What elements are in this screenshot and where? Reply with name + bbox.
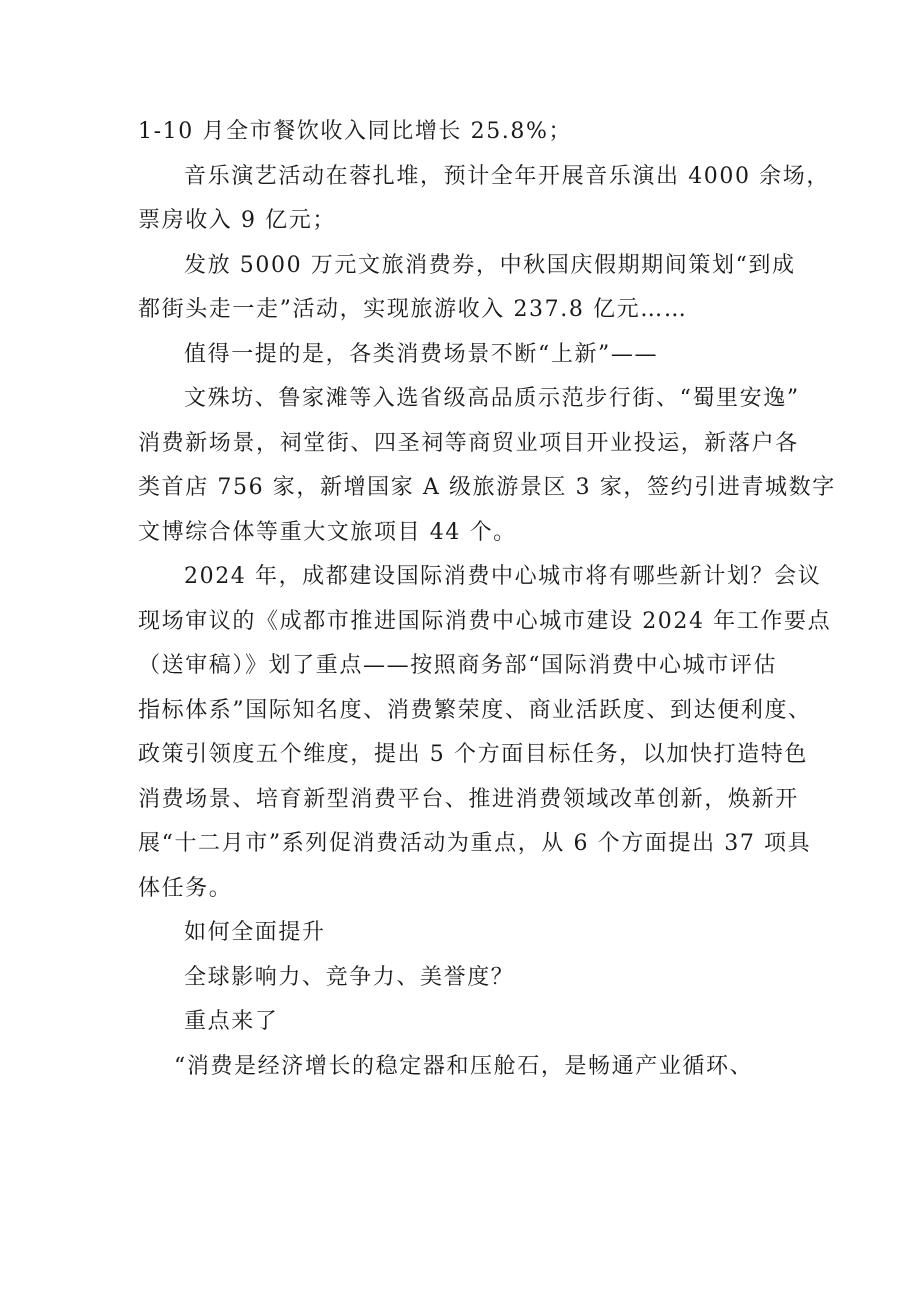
paragraph-new-scenes-detail: [138, 377, 836, 555]
text-line: （送审稿）》划了重点——按照商务部“国际消费中心城市评估: [138, 653, 778, 678]
heading-global-influence: [138, 956, 818, 1001]
text-line: 1-10 月全市餐饮收入同比增长 25.8%；: [138, 119, 573, 144]
text-line: 体任务。: [138, 875, 233, 901]
text-line: 值得一提的是，各类消费场景不断“上新”——: [184, 341, 659, 367]
text-line: 票房收入 9 亿元；: [138, 208, 336, 233]
text-line: 消费新场景，祠堂街、四圣祠等商贸业项目开业投运，新落户各: [138, 430, 799, 456]
text-line: 文殊坊、鲁家滩等入选省级高品质示范步行街、“蜀里安逸”: [184, 386, 800, 411]
text-line: 音乐演艺活动在蓉扎堆，预计全年开展音乐演出 4000 余场，: [184, 163, 830, 189]
paragraph-new-scenes-intro: [138, 333, 818, 378]
text-line: 2024 年，成都建设国际消费中心城市将有哪些新计划？会议: [184, 564, 822, 589]
text-line: 政策引领度五个维度，提出 5 个方面目标任务，以加快打造特色: [138, 742, 808, 767]
text-line: 展“十二月市”系列促消费活动为重点，从 6 个方面提出 37 项具: [138, 831, 812, 856]
paragraph-catering-revenue: [138, 110, 818, 155]
paragraph-consumption-quote: [138, 1045, 818, 1090]
text-line: 发放 5000 万元文旅消费券，中秋国庆假期期间策划“到成: [184, 252, 796, 278]
paragraph-tourism-vouchers: [138, 244, 818, 333]
text-line: 都街头走一走”活动，实现旅游收入 237.8 亿元……: [138, 297, 688, 322]
text-line: 消费场景、培育新型消费平台、推进消费领域改革创新，焕新开: [138, 786, 799, 812]
paragraph-2024-plan: [138, 555, 832, 911]
text-line: 指标体系”国际知名度、消费繁荣度、商业活跃度、到达便利度、: [138, 697, 812, 723]
heading-how-to-improve: [138, 911, 818, 956]
document-body: [138, 110, 836, 1089]
paragraph-music-performances: [138, 155, 830, 244]
text-line: 现场审议的《成都市推进国际消费中心城市建设 2024 年工作要点: [138, 608, 832, 634]
text-line: 文博综合体等重大文旅项目 44 个。: [138, 519, 517, 545]
text-line: 如何全面提升: [184, 920, 326, 945]
text-line: 全球影响力、竞争力、美誉度？: [184, 964, 515, 990]
text-line: 类首店 756 家，新增国家 A 级旅游景区 3 家，签约引进青城数字: [138, 475, 836, 500]
heading-key-points: [138, 1000, 818, 1045]
text-line: “消费是经济增长的稳定器和压舱石，是畅通产业循环、: [174, 1053, 754, 1079]
text-line: 重点来了: [184, 1009, 279, 1034]
